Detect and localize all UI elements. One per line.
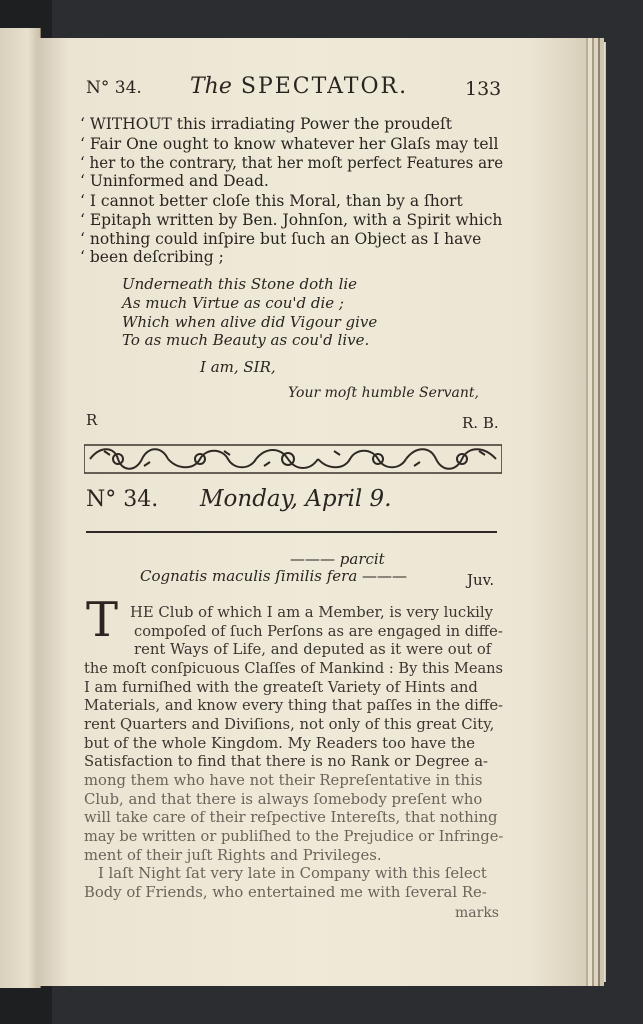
- printers-ornament: [84, 442, 502, 476]
- running-head-title-main: SPECTATOR.: [240, 74, 409, 99]
- body-line: ment of their juſt Rights and Privileges.: [84, 847, 382, 864]
- epitaph-line: Which when alive did Vigour give: [122, 313, 378, 331]
- motto-line-1: ——— parcit: [290, 550, 385, 568]
- motto-source: Juv.: [467, 571, 495, 589]
- signoff: Your moſt humble Servant,: [288, 385, 479, 401]
- motto-line-2: Cognatis maculis ſimilis fera ———: [140, 567, 408, 585]
- body-line: Satisfaction to find that there is no Rank or Degree a-: [84, 753, 489, 770]
- letter-line: ‘ nothing could inſpire but ſuch an Object as I have: [80, 230, 482, 248]
- left-mark: R: [86, 411, 98, 429]
- letter-line: ‘ I cannot better cloſe this Moral, than by a ſhort: [80, 192, 463, 210]
- body-line: may be written or publiſhed to the Prejudice or Infringe-: [84, 828, 504, 845]
- letter-line: ‘ WITHOUT this irradiating Power the proudeſt: [80, 115, 452, 133]
- facing-page-edge: [0, 28, 41, 988]
- body-line: HE Club of which I am a Member, is very luckily: [130, 604, 493, 621]
- letter-line: ‘ been deſcribing ;: [80, 248, 224, 266]
- letter-line: ‘ Uninformed and Dead.: [80, 172, 269, 190]
- issue-number: N° 34.: [86, 487, 159, 512]
- body-line: rent Ways of Life, and deputed as it were out of: [134, 641, 492, 658]
- body-line: will take care of their reſpective Intereſts, that nothing: [84, 809, 498, 826]
- drop-cap: T: [86, 592, 119, 648]
- letter-line: ‘ Fair One ought to know whatever her Glaſs may tell: [80, 135, 499, 153]
- body-line: I laſt Night ſat very late in Company with this ſelect: [98, 865, 487, 882]
- body-line: Body of Friends, who entertained me with ſeveral Re-: [84, 884, 487, 901]
- body-line: compoſed of ſuch Perſons as are engaged in diffe-: [134, 623, 503, 640]
- issue-date: Monday, April 9.: [200, 486, 392, 512]
- running-head-number: N° 34.: [86, 78, 142, 98]
- letter-line: ‘ Epitaph written by Ben. Johnſon, with a Spirit which: [80, 211, 503, 229]
- epitaph-line: To as much Beauty as cou'd live.: [122, 331, 370, 349]
- running-head-title-the: The: [190, 74, 232, 99]
- page-number: 133: [465, 78, 502, 100]
- salutation: I am, SIR,: [200, 358, 276, 376]
- body-line: I am furniſhed with the greateſt Variety of Hints and: [84, 679, 478, 696]
- epitaph-line: Underneath this Stone doth lie: [122, 275, 358, 293]
- body-line: the moſt conſpicuous Claſſes of Mankind : By this Means: [84, 660, 504, 677]
- page-stack-edge: [588, 42, 606, 982]
- author-initials: R. B.: [462, 414, 499, 432]
- body-line: but of the whole Kingdom. My Readers too have the: [84, 735, 475, 752]
- body-line: Materials, and know every thing that paſſes in the diffe-: [84, 697, 504, 714]
- heading-rule: [86, 531, 497, 533]
- letter-line: ‘ her to the contrary, that her moſt perfect Features are: [80, 154, 504, 172]
- body-line: Club, and that there is always ſomebody preſent who: [84, 791, 483, 808]
- epitaph-line: As much Virtue as cou'd die ;: [122, 294, 344, 312]
- catchword: marks: [455, 905, 499, 921]
- body-line: mong them who have not their Repreſentative in this: [84, 772, 483, 789]
- running-head-title: [190, 74, 408, 99]
- body-line: rent Quarters and Diviſions, not only of this great City,: [84, 716, 495, 733]
